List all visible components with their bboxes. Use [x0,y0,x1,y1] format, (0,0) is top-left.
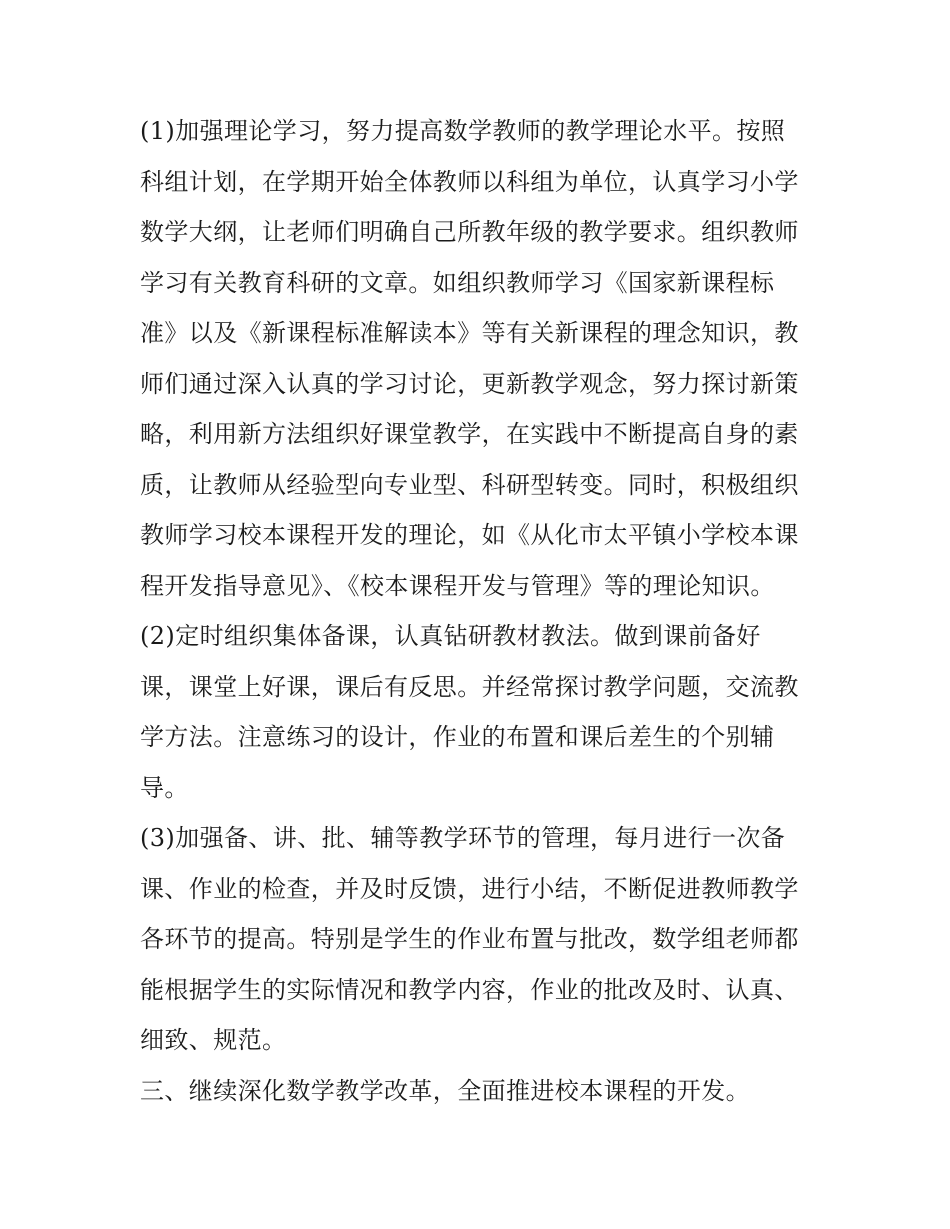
text-line: 科组计划，在学期开始全体教师以科组为单位，认真学习小学 [140,167,799,196]
text-line: 课、作业的检查，并及时反馈，进行小结，不断促进教师教学 [140,874,799,903]
text-line: (1)加强理论学习，努力提高数学教师的教学理论水平。按照 [140,117,786,145]
section-heading: 三、继续深化数学教学改革，全面推进校本课程的开发。 [140,1076,750,1105]
text-line: 细致、规范。 [140,1026,287,1054]
body-text [140,106,820,1116]
text-line: 质，让教师从经验型向专业型、科研型转变。同时，积极组织 [140,470,799,499]
text-line: 课，课堂上好课，课后有反思。并经常探讨教学问题，交流教 [140,672,799,701]
text-line: (3)加强备、讲、批、辅等教学环节的管理，每月进行一次备 [140,824,786,852]
text-line: 学习有关教育科研的文章。如组织教师学习《国家新课程标 [140,268,775,297]
text-line: (2)定时组织集体备课，认真钻研教材教法。做到课前备好 [140,622,761,650]
text-line: 师们通过深入认真的学习讨论，更新教学观念，努力探讨新策 [140,369,799,398]
text-line: 教师学习校本课程开发的理论，如《从化市太平镇小学校本课 [140,521,799,549]
text-line: 能根据学生的实际情况和教学内容，作业的批改及时、认真、 [140,975,799,1004]
text-line: 准》以及《新课程标准解读本》等有关新课程的理念知识，教 [140,319,799,347]
text-line: 各环节的提高。特别是学生的作业布置与批改，数学组老师都 [140,925,799,953]
text-line: 导。 [140,773,189,802]
text-line: 略，利用新方法组织好课堂教学，在实践中不断提高自身的素 [140,420,799,448]
text-line: 数学大纲，让老师们明确自己所教年级的教学要求。组织教师 [140,218,799,246]
text-line: 学方法。注意练习的设计，作业的布置和课后差生的个别辅 [140,723,775,751]
text-line: 程开发指导意见》、《校本课程开发与管理》等的理论知识。 [140,571,775,600]
